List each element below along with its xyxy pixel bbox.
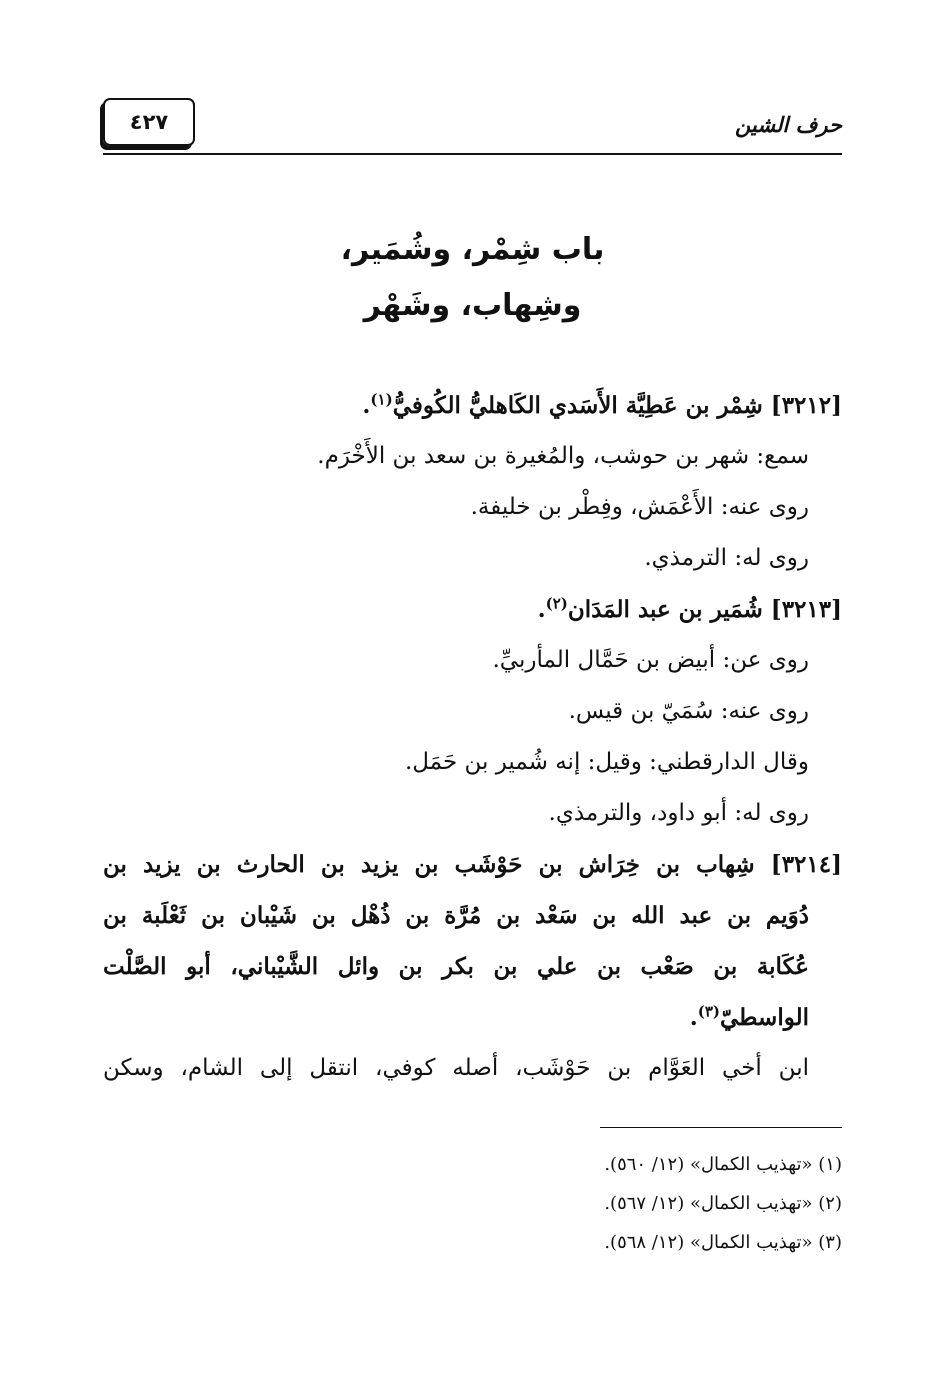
chapter-title-line-2: وشِهاب، وشَهْر (363, 288, 582, 323)
footnote-ref: (٣) (697, 1002, 721, 1021)
entry-heading-line: الواسطيّ$^{(٣)}$. (689, 1002, 809, 1031)
entry-line: روى له: الترمذي. (644, 545, 809, 571)
chapter-title (103, 222, 842, 334)
entry-line: وقال الدارقطني: وقيل: إنه شُمير بن حَمَل. (404, 749, 809, 775)
entry-line: سمع: شهر بن حوشب، والمُغيرة بن سعد بن الأَخْرَم. (317, 443, 809, 469)
footnote-ref: (١) (370, 390, 393, 409)
entry-heading-text: [٣٢١٢] شِمْر بن عَطِيَّة الأَسَدي الكَاهليُّ الكُوفيُّ (392, 392, 842, 419)
entry-heading-text: الواسطيّ (720, 1004, 809, 1031)
footnote-rule (600, 1127, 842, 1128)
footnotes (604, 1145, 842, 1262)
header-rule (103, 153, 842, 155)
entry-heading: [٣٢١٣] شُمَير بن عبد المَدَان$^{(٢)}$. (537, 594, 842, 623)
entry-line: روى عنه: الأَعْمَش، وفِطْر بن خليفة. (470, 494, 809, 520)
entry-heading-text: [٣٢١٣] شُمَير بن عبد المَدَان (567, 596, 842, 623)
footnote: (١) «تهذيب الكمال» (١٢/ ٥٦٠). (604, 1154, 842, 1175)
footnote: (٣) «تهذيب الكمال» (١٢/ ٥٦٨). (604, 1232, 842, 1253)
chapter-title-line-1: باب شِمْر، وشُمَير، (340, 232, 605, 267)
page-number: ٤٢٧ (129, 110, 169, 134)
page-number-box (103, 98, 195, 146)
entry-heading-line: دُوَيم بن عبد الله بن سَعْد بن مُرَّة بن ذُهْل بن شَيْبان بن ثَعْلَبة بن (103, 902, 809, 929)
entry-heading-line: عُكَابة بن صَعْب بن علي بن بكر بن وائل الشَّيْباني، أبو الصَّلْت (103, 953, 809, 980)
entry-line: روى عن: أبيض بن حَمَّال المأربيِّ. (492, 647, 809, 673)
entry-heading-line: [٣٢١٤] شِهاب بن خِرَاش بن حَوْشَب بن يزيد بن الحارث بن يزيد بن (103, 851, 842, 878)
entry-line: ابن أخي العَوَّام بن حَوْشَب، أصله كوفي، انتقل إلى الشام، وسكن (103, 1055, 809, 1081)
footnote: (٢) «تهذيب الكمال» (١٢/ ٥٦٧). (604, 1193, 842, 1214)
body-text (103, 380, 842, 1094)
entry-line: روى له: أبو داود، والترمذي. (548, 800, 809, 826)
entry-line: روى عنه: سُمَيّ بن قيس. (568, 698, 809, 724)
footnote-ref: (٢) (545, 594, 568, 613)
entry-heading: [٣٢١٢] شِمْر بن عَطِيَّة الأَسَدي الكَاهليُّ الكُوفيُّ$^{(١)}$. (362, 390, 842, 419)
running-head: حرف الشين (735, 112, 842, 137)
